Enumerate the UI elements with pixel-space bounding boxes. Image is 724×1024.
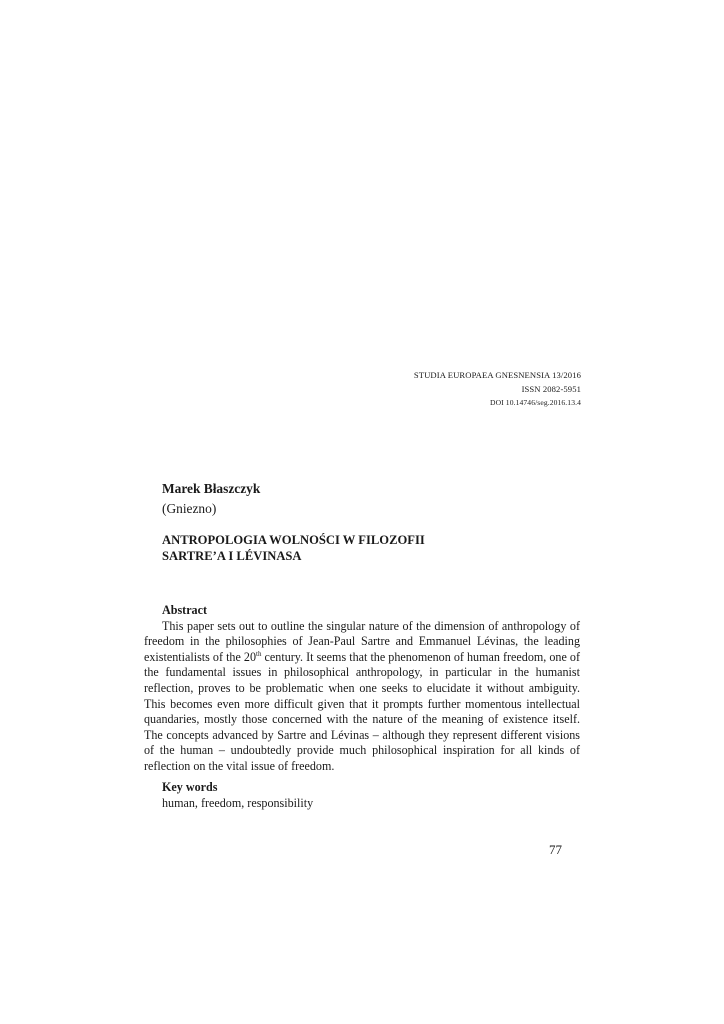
- abstract-superscript: th: [256, 649, 262, 658]
- abstract-section: [144, 603, 580, 775]
- author-name: Marek Błaszczyk: [162, 481, 261, 496]
- paper-title-line-1: ANTROPOLOGIA WOLNOŚCI W FILOZOFII: [162, 533, 425, 547]
- paper-title-line-2: SARTRE’A I LÉVINASA: [162, 549, 302, 563]
- journal-issn: ISSN 2082-5951: [521, 384, 581, 394]
- keywords-list: human, freedom, responsibility: [162, 796, 314, 810]
- page-number: 77: [549, 842, 562, 857]
- abstract-text-part-2: century. It seems that the phenomenon of human freedom, one of the fundamental issues in philosophical anthropology, in particular in the humanist reflection, proves to be problematic when one seeks to elucidate it without ambiguity. This becomes even more difficult given that it prompts further momentous intellectual quandaries, mostly those concerned with the nature of the meaning of existence itself. The concepts advanced by Sartre and Lévinas – although they represent different visions of the human – undoubtedly provide much philosophical inspiration for all kinds of reflection on the vital issue of freedom.: [144, 649, 580, 773]
- author-block: [162, 479, 582, 519]
- journal-info: [414, 368, 581, 410]
- keywords-heading: Key words: [162, 780, 218, 794]
- author-affiliation: (Gniezno): [162, 501, 217, 516]
- paper-title: [162, 532, 582, 564]
- keywords-section: [162, 779, 582, 811]
- abstract-text-part-1: This paper sets out to outline the singular nature of the dimension of anthropology of freedom in the philosophies of Jean-Paul Sartre and Emmanuel Lévinas, the leading existentialists of the 20: [144, 618, 580, 664]
- journal-name: STUDIA EUROPAEA GNESNENSIA 13/2016: [413, 370, 581, 380]
- abstract-heading: Abstract: [162, 603, 208, 617]
- abstract-body: [144, 619, 580, 775]
- journal-doi: DOI 10.14746/seg.2016.13.4: [490, 398, 581, 407]
